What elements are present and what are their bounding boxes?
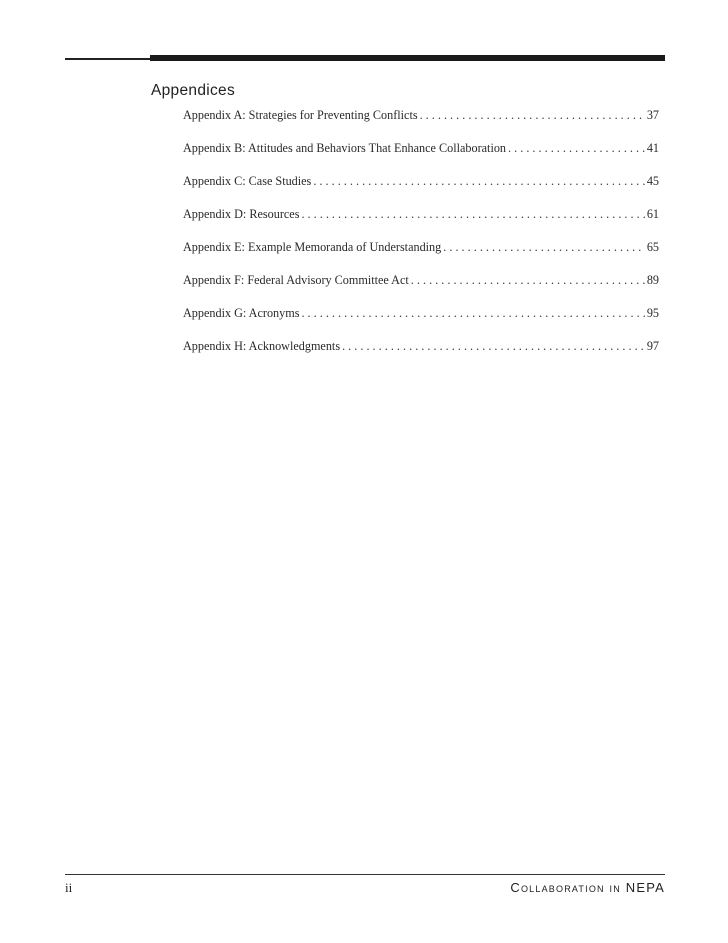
toc-entry[interactable] xyxy=(183,207,659,240)
section-heading: Appendices xyxy=(151,82,236,99)
toc-list xyxy=(183,108,659,372)
toc-entry-page: 65 xyxy=(646,240,659,254)
footer-page-number: ii xyxy=(65,880,73,895)
toc-entry-page: 37 xyxy=(646,108,659,122)
toc-entry[interactable] xyxy=(183,273,659,306)
toc-entry-title: Appendix F: Federal Advisory Committee Act xyxy=(183,273,409,287)
toc-entry-page: 89 xyxy=(646,273,659,287)
toc-leader-dots xyxy=(301,207,644,222)
toc-leader-dots xyxy=(301,306,644,321)
toc-entry-page: 41 xyxy=(646,141,659,155)
toc-entry-page: 97 xyxy=(646,339,659,353)
toc-leader-dots xyxy=(443,240,645,255)
toc-entry-title: Appendix H: Acknowledgments xyxy=(183,339,341,353)
footer-document-title: Collaboration in NEPA xyxy=(510,880,665,895)
toc-entry[interactable] xyxy=(183,141,659,174)
top-accent-bar xyxy=(150,55,665,61)
toc-entry[interactable] xyxy=(183,108,659,141)
toc-leader-dots xyxy=(420,108,645,123)
toc-leader-dots xyxy=(508,141,645,156)
toc-entry-page: 95 xyxy=(646,306,659,320)
toc-entry-title: Appendix A: Strategies for Preventing Conflicts xyxy=(183,108,418,122)
toc-entry-title: Appendix G: Acronyms xyxy=(183,306,300,320)
toc-entry-page: 61 xyxy=(646,207,659,221)
toc-entry-page: 45 xyxy=(646,174,659,188)
toc-entry[interactable] xyxy=(183,339,659,372)
footer-rule xyxy=(65,874,665,875)
toc-entry[interactable] xyxy=(183,240,659,273)
toc-leader-dots xyxy=(313,174,645,189)
toc-leader-dots xyxy=(411,273,645,288)
toc-entry-title: Appendix D: Resources xyxy=(183,207,300,221)
toc-entry-title: Appendix B: Attitudes and Behaviors That Enhance Collaboration xyxy=(183,141,507,155)
toc-leader-dots xyxy=(342,339,645,354)
toc-entry-title: Appendix E: Example Memoranda of Understanding xyxy=(183,240,442,254)
toc-entry[interactable] xyxy=(183,174,659,207)
toc-entry-title: Appendix C: Case Studies xyxy=(183,174,312,188)
toc-entry[interactable] xyxy=(183,306,659,339)
